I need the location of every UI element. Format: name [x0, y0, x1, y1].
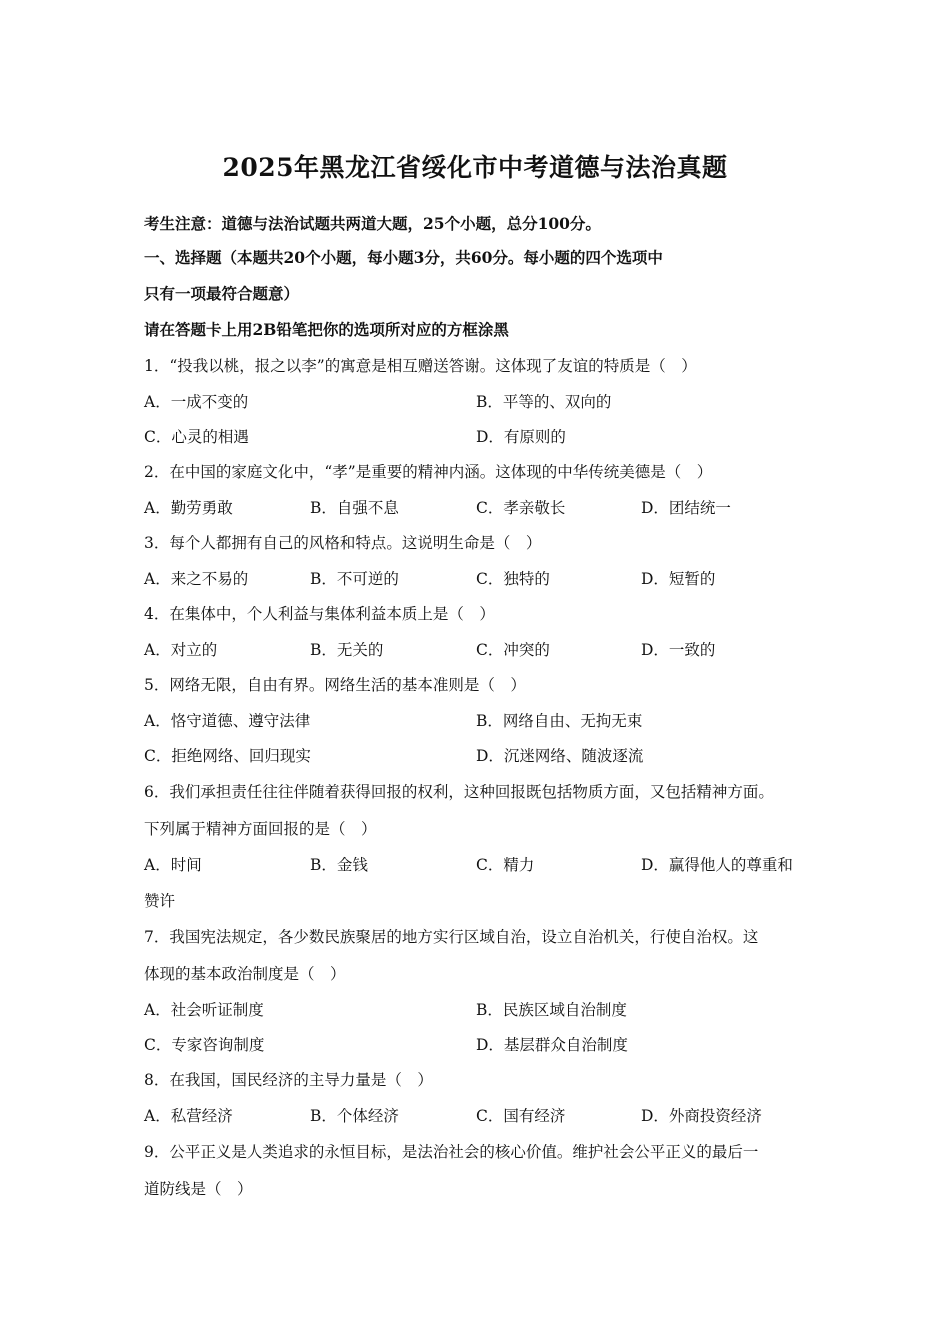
- question-7-stem-cont: 体现的基本政治制度是（ ）: [144, 965, 346, 983]
- question-9-stem-cont: 道防线是（ ）: [144, 1180, 253, 1198]
- q3-option-d: D．短暂的: [641, 570, 716, 588]
- q6-option-c: C．精力: [476, 856, 535, 874]
- q1-option-a: A．一成不变的: [144, 393, 249, 411]
- q6-option-d: D．赢得他人的尊重和: [641, 856, 793, 874]
- answer-instruction: 请在答题卡上用2B铅笔把你的选项所对应的方框涂黑: [144, 320, 509, 339]
- q5-option-a: A．恪守道德、遵守法律: [144, 712, 311, 730]
- q7-option-d: D．基层群众自治制度: [476, 1036, 628, 1054]
- question-7-stem: 7．我国宪法规定，各少数民族聚居的地方实行区域自治，设立自治机关，行使自治权。这: [144, 928, 759, 946]
- q6-option-a: A．时间: [144, 856, 202, 874]
- q4-option-a: A．对立的: [144, 641, 218, 659]
- q4-option-d: D．一致的: [641, 641, 716, 659]
- q3-option-b: B．不可逆的: [310, 570, 399, 588]
- q8-option-a: A．私营经济: [144, 1107, 233, 1125]
- q2-option-d: D．团结统一: [641, 499, 731, 517]
- q5-option-c: C．拒绝网络、回归现实: [144, 747, 311, 765]
- question-2-stem: 2．在中国的家庭文化中，“孝”是重要的精神内涵。这体现的中华传统美德是（ ）: [144, 463, 713, 481]
- q7-option-b: B．民族区域自治制度: [476, 1001, 627, 1019]
- section-heading-cont: 只有一项最符合题意）: [144, 284, 300, 303]
- q6-option-d-wrap: 赞许: [144, 892, 176, 910]
- question-5-stem: 5．网络无限，自由有界。网络生活的基本准则是（ ）: [144, 676, 526, 694]
- question-9-stem: 9．公平正义是人类追求的永恒目标，是法治社会的核心价值。维护社会公平正义的最后一: [144, 1143, 759, 1161]
- q5-option-d: D．沉迷网络、随波逐流: [476, 747, 644, 765]
- q1-option-c: C．心灵的相遇: [144, 428, 249, 446]
- q6-option-b: B．金钱: [310, 856, 368, 874]
- question-4-stem: 4．在集体中，个人利益与集体利益本质上是（ ）: [144, 605, 495, 623]
- question-8-stem: 8．在我国，国民经济的主导力量是（ ）: [144, 1071, 433, 1089]
- q3-option-c: C．独特的: [476, 570, 550, 588]
- q8-option-d: D．外商投资经济: [641, 1107, 762, 1125]
- exam-notice: 考生注意：道德与法治试题共两道大题，25个小题，总分100分。: [144, 214, 601, 233]
- question-6-stem-cont: 下列属于精神方面回报的是（ ）: [144, 820, 377, 838]
- q8-option-c: C．国有经济: [476, 1107, 566, 1125]
- question-3-stem: 3．每个人都拥有自己的风格和特点。这说明生命是（ ）: [144, 534, 542, 552]
- q1-option-d: D．有原则的: [476, 428, 566, 446]
- q5-option-b: B．网络自由、无拘无束: [476, 712, 643, 730]
- section-heading: 一、选择题（本题共20个小题，每小题3分，共60分。每小题的四个选项中: [144, 248, 663, 267]
- question-6-stem: 6．我们承担责任往往伴随着获得回报的权利，这种回报既包括物质方面，又包括精神方面。: [144, 783, 774, 801]
- q4-option-b: B．无关的: [310, 641, 384, 659]
- q3-option-a: A．来之不易的: [144, 570, 249, 588]
- q1-option-b: B．平等的、双向的: [476, 393, 612, 411]
- page-title: 2025年黑龙江省绥化市中考道德与法治真题: [222, 153, 728, 182]
- q7-option-c: C．专家咨询制度: [144, 1036, 265, 1054]
- q7-option-a: A．社会听证制度: [144, 1001, 264, 1019]
- q2-option-a: A．勤劳勇敢: [144, 499, 233, 517]
- q4-option-c: C．冲突的: [476, 641, 550, 659]
- q2-option-c: C．孝亲敬长: [476, 499, 566, 517]
- q2-option-b: B．自强不息: [310, 499, 399, 517]
- question-1-stem: 1．“投我以桃，报之以李”的寓意是相互赠送答谢。这体现了友谊的特质是（ ）: [144, 357, 697, 375]
- q8-option-b: B．个体经济: [310, 1107, 399, 1125]
